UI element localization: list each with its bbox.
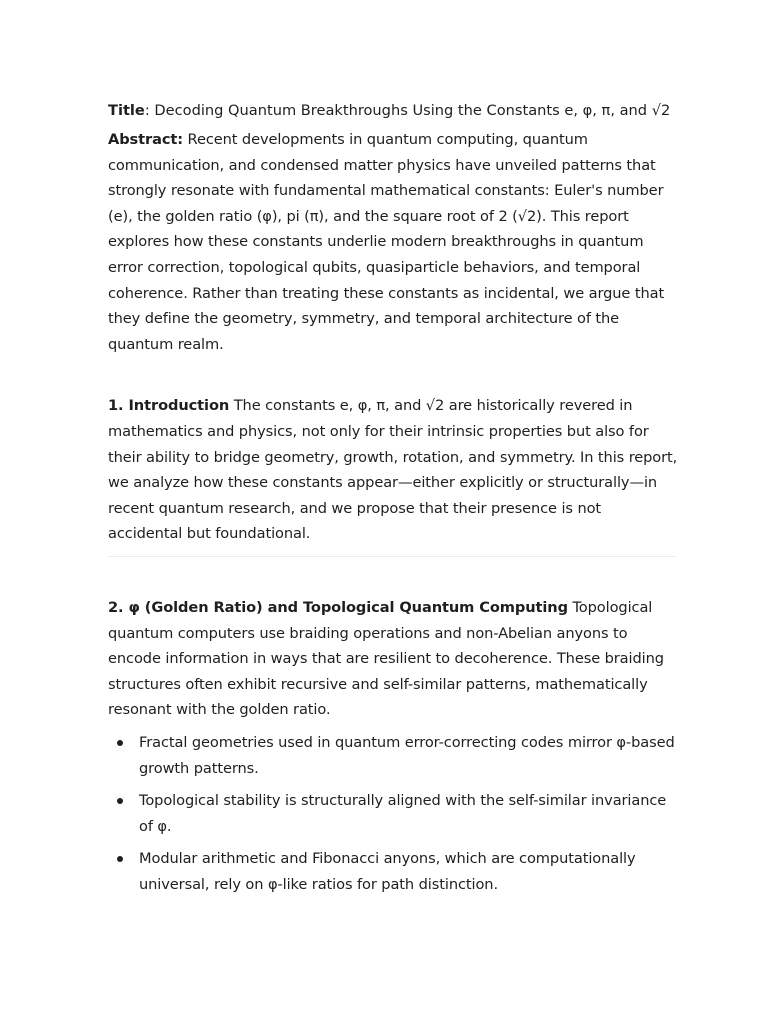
introduction-paragraph [108,393,678,547]
list-item [108,846,678,897]
list-item [108,788,678,839]
section-golden-ratio [108,595,678,905]
title-label: Title [108,102,145,119]
document-title [108,98,678,123]
abstract-paragraph [108,127,678,357]
bullet-list [108,730,678,898]
bullet-icon [117,856,123,862]
section2-text: Topological quantum computers use braiding operations and non-Abelian anyons to encode information in ways that are resilient to decoherence. These braiding structures often exhibit recursive and self-similar patterns, mathematically resonant with the golden ratio. [108,599,664,719]
document-body [108,98,678,547]
section-divider [108,556,676,557]
bullet-text: Fractal geometries used in quantum error-correcting codes mirror φ-based growth patterns. [139,733,675,777]
bullet-text: Modular arithmetic and Fibonacci anyons, which are computationally universal, rely on φ-like ratios for path distinction. [139,850,636,893]
bullet-text: Topological stability is structurally aligned with the self-similar invariance of φ. [139,792,667,835]
introduction-text: The constants e, φ, π, and √2 are historically revered in mathematics and physics, not only for their intrinsic properties but also for their ability to bridge geometry, growth, rotation, and symmetry. In this report, we analyze how these constants appear—either explicitly or structurally—in recent quantum research, and we propose that their presence is not accidental but foundational. [108,397,678,543]
abstract-text: Recent developments in quantum computing, quantum communication, and condensed matter physics have unveiled patterns that strongly resonate with fundamental mathematical constants: Euler's number (e), the golden ratio (φ), pi (π), and the square root of 2 (√2). This report explores how these constants underlie modern breakthroughs in quantum error correction, topological qubits, quasiparticle behaviors, and temporal coherence. Rather than treating these constants as incidental, we argue that they define the geometry, symmetry, and temporal architecture of the quantum realm. [108,131,665,353]
introduction-heading: 1. Introduction [108,397,230,415]
title-text: : Decoding Quantum Breakthroughs Using the Constants e, φ, π, and √2 [144,102,671,119]
bullet-icon [117,798,123,804]
section2-paragraph [108,595,678,723]
list-item [108,730,678,781]
abstract-label: Abstract: [108,131,184,148]
section2-heading: 2. φ (Golden Ratio) and Topological Quantum Computing [108,599,568,616]
bullet-icon [117,740,123,746]
